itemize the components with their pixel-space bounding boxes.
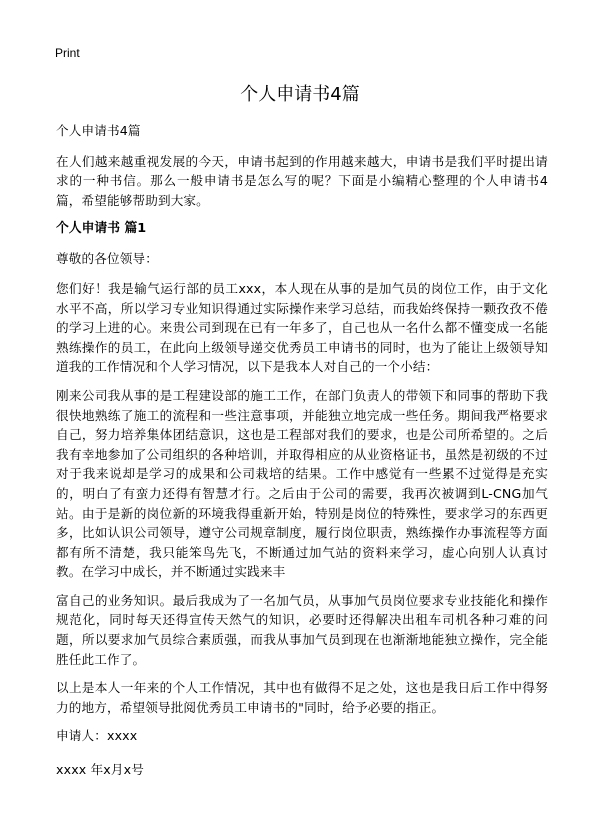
body-paragraph-1: 您们好！我是输气运行部的员工xxx，本人现在从事的是加气员的岗位工作，由于文化水平不高，所以学习专业知识得通过实际操作来学习总结，而我始终保持一颗孜孜不倦的学习上进的心。来贵公司到现在已有一年多了，自己也从一名什么都不懂变成一名能熟练操作的员工，在此向上级领导递交优秀员工申请书的同时，也为了能让上级领导知道我的工作情况和个人学习情况，以下是我本人对自己的一个小结： — [56, 280, 548, 375]
date-line: xxxx 年x月x号 — [56, 762, 145, 778]
page-title: 个人申请书4篇 — [240, 84, 360, 105]
applicant-signature: 申请人：xxxx — [56, 728, 138, 744]
intro-paragraph: 在人们越来越重视发展的今天，申请书起到的作用越来越大，申请书是我们平时提出请求的一种书信。那么一般申请书是怎么写的呢？下面是小编精心整理的个人申请书4篇，希望能够帮助到大家。 — [56, 153, 548, 208]
body-paragraph-3: 富自己的业务知识。最后我成为了一名加气员，从事加气员岗位要求专业技能化和操作规范化，同时每天还得宣传天然气的知识，必要时还得解决出租车司机各种刁难的问题，所以要求加气员综合素质强，而我从事加气员到现在也渐渐地能独立操作，完全能胜任此工作了。 — [56, 592, 548, 667]
greeting: 尊敬的各位领导： — [56, 251, 158, 267]
document-subtitle: 个人申请书4篇 — [56, 123, 141, 138]
section-heading: 个人申请书 篇1 — [56, 221, 147, 237]
body-paragraph-2: 刚来公司我从事的是工程建设部的施工工作，在部门负责人的带领下和同事的帮助下我很快地熟练了施工的流程和一些注意事项，并能独立地完成一些任务。期间我严格要求自己，努力培养集体团结意识，这也是工程部对我们的要求，也是公司所希望的。之后我有幸地参加了公司组织的各种培训，并取得相应的从业资格证书，虽然是初级的不过对于我来说却是学习的成果和公司栽培的结果。工作中感觉有一些累不过觉得是充实的，明白了有蛮力还得有智慧才行。之后由于公司的需要，我再次被调到L-CNG加气站。由于是新的岗位新的环境我得重新开始，特别是岗位的特殊性，要求学习的东西更多，比如认识公司领导，遵守公司规章制度，履行岗位职责，熟练操作办事流程等方面都有所不清楚，我只能笨鸟先飞，不断通过加气站的资料来学习，虚心向别人认真讨教。在学习中成长，并不断通过实践来丰 — [56, 387, 548, 580]
print-label: Print — [55, 46, 80, 60]
document-body — [56, 121, 548, 789]
body-paragraph-4: 以上是本人一年来的个人工作情况，其中也有做得不足之处，这也是我日后工作中得努力的地方，希望领导批阅优秀员工申请书的"同时，给予必要的指正。 — [56, 680, 548, 715]
